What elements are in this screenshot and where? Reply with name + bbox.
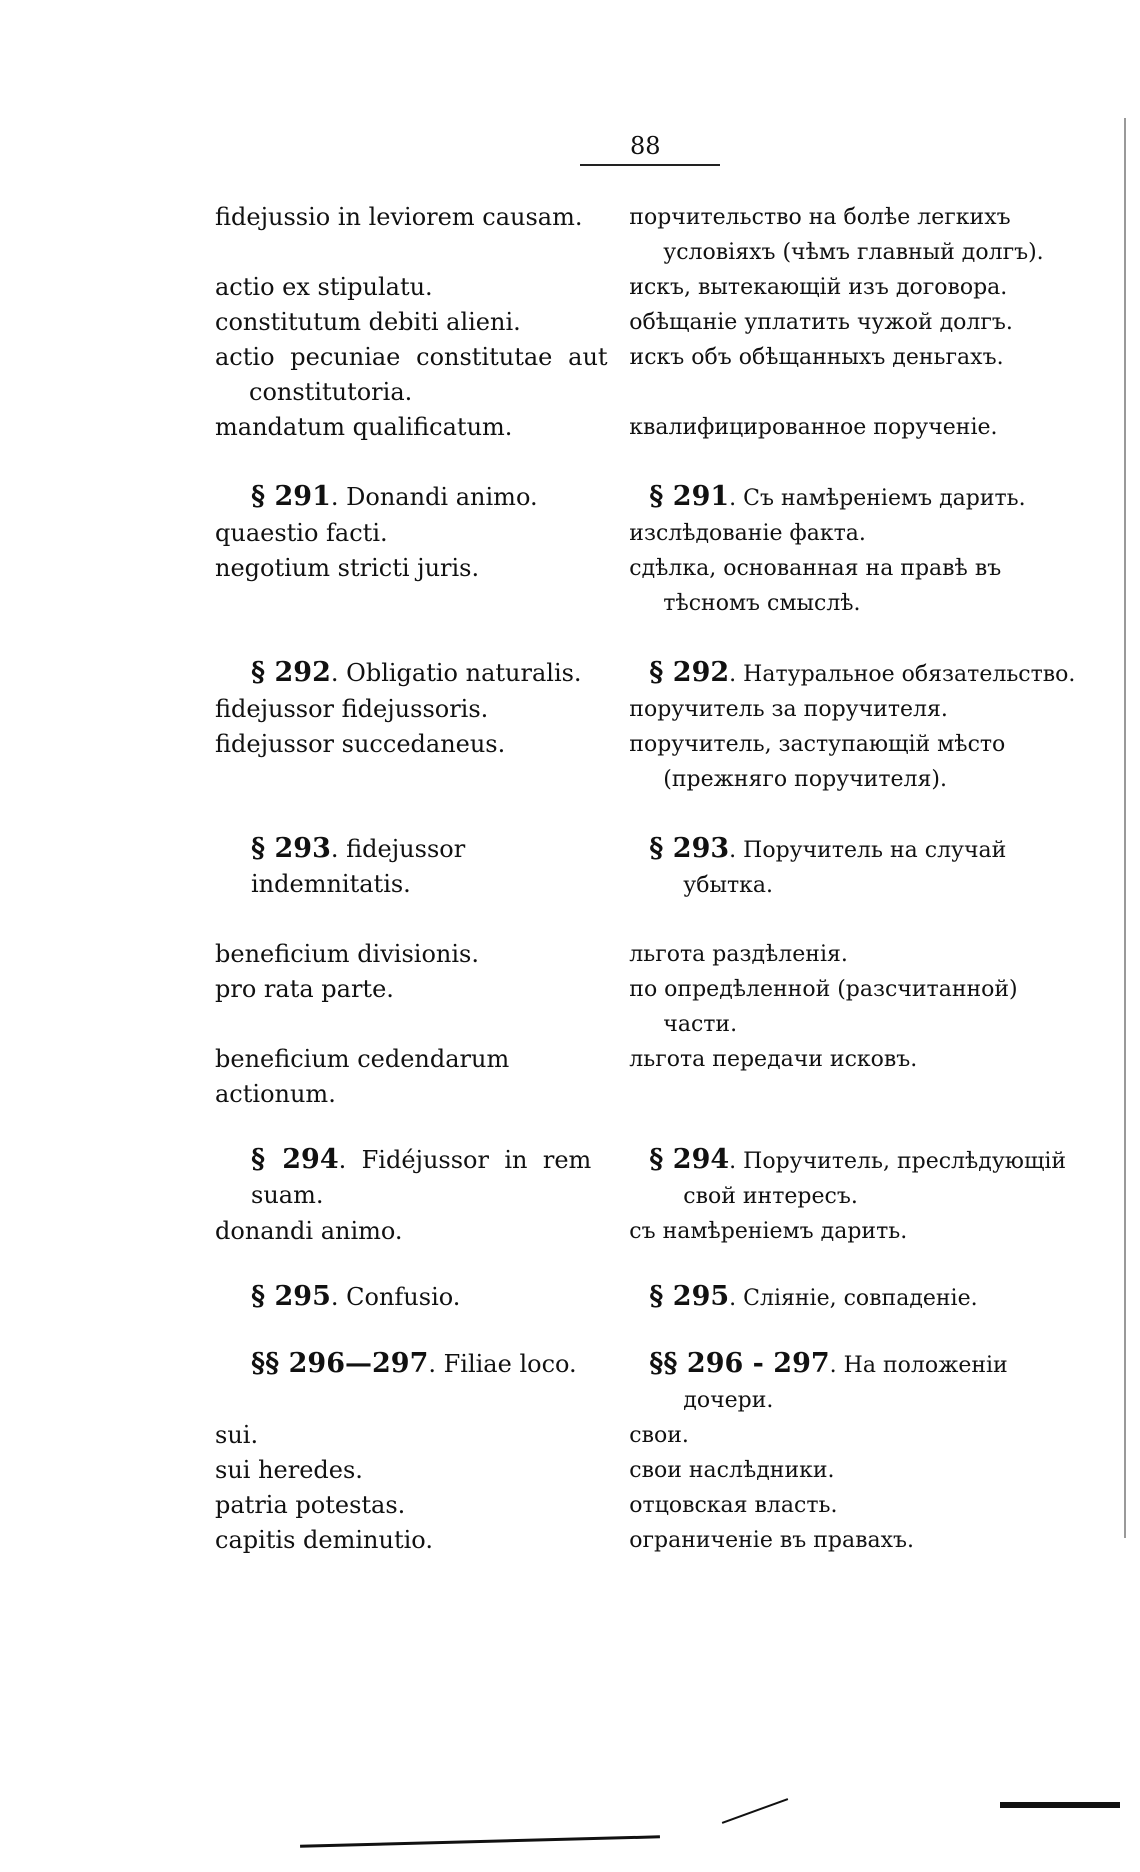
entry-row (215, 1042, 1095, 1112)
latin-term: negotium stricti juris. (215, 554, 480, 582)
latin-term: fidejussio in leviorem causam. (215, 203, 583, 231)
latin-term: sui heredes. (215, 1456, 363, 1484)
russian-translation: ограниченіе въ правахъ. (629, 1528, 914, 1553)
russian-translation: обѣщаніе уплатить чужой долгъ. (629, 310, 1013, 335)
russian-translation: поручитель, заступающій мѣсто (прежняго поручителя). (629, 732, 1006, 792)
russian-section-title: Поручитель на случай убытка. (683, 838, 1007, 898)
section-number: § 292 (649, 657, 730, 688)
russian-translation: отцовская власть. (629, 1493, 838, 1518)
latin-term: sui. (215, 1421, 259, 1449)
binding-edge-line (1124, 118, 1126, 1538)
entry-row (215, 1453, 1095, 1488)
russian-translation: съ намѣреніемъ дарить. (629, 1219, 908, 1244)
entry-row (215, 1214, 1095, 1249)
section-number: § 294 (649, 1144, 730, 1175)
latin-term: actio pecuniae constitutae aut constitutoria. (215, 343, 608, 406)
entry-row (215, 1418, 1095, 1453)
section-number: § 294 (251, 1144, 339, 1175)
russian-translation: свои наслѣдники. (629, 1458, 835, 1483)
latin-section-title: Confusio. (346, 1283, 461, 1311)
section-heading-293: § 293. fidejussor indemnitatis. § 293. Поручитель на случай убытка. (251, 833, 1007, 898)
section-number: § 295 (649, 1281, 730, 1312)
entry-row (215, 340, 1095, 410)
section-number: §§ 296—297 (251, 1348, 429, 1379)
latin-term: patria potestas. (215, 1491, 406, 1519)
russian-translation: искъ, вытекающій изъ договора. (629, 275, 1008, 300)
scan-artifact (1000, 1802, 1120, 1808)
russian-translation: порчительство на болѣе легкихъ условіяхъ (чѣмъ главный долгъ). (629, 205, 1044, 265)
section-number: §§ 296 - 297 (649, 1348, 830, 1379)
entry-row (215, 1488, 1095, 1523)
scan-artifact (300, 1835, 660, 1847)
latin-term: beneficium cedendarum actionum. (215, 1045, 510, 1108)
latin-term: actio ex stipulatu. (215, 273, 433, 301)
section-number: § 291 (251, 481, 331, 512)
russian-translation: квалифицированное порученіе. (629, 415, 998, 440)
russian-section-title: Сліяніе, совпаденіе. (743, 1286, 978, 1311)
page-number-rule (580, 164, 720, 166)
russian-translation: льгота раздѣленія. (629, 942, 848, 967)
russian-translation: изслѣдованіе факта. (629, 521, 866, 546)
entry-row (215, 1523, 1095, 1558)
russian-translation: сдѣлка, основанная на правѣ въ тѣсномъ смыслѣ. (629, 556, 1002, 616)
latin-term: beneficium divisionis. (215, 940, 479, 968)
latin-section-title: Fidéjussor in rem suam. (251, 1146, 592, 1209)
section-heading-292: § 292. Obligatio naturalis. § 292. Натуральное обязательство. (251, 657, 1076, 688)
section-number: § 295 (251, 1281, 331, 1312)
russian-translation: искъ объ обѣщанныхъ деньгахъ. (629, 345, 1004, 370)
latin-term: pro rata parte. (215, 975, 394, 1003)
entry-row (215, 727, 1095, 797)
entry-row (215, 305, 1095, 340)
entry-row (215, 516, 1095, 551)
section-number: § 292 (251, 657, 331, 688)
latin-section-title: Obligatio naturalis. (346, 659, 582, 687)
entry-row (215, 551, 1095, 621)
russian-translation: поручитель за поручителя. (629, 697, 948, 722)
russian-section-title: Поручитель, преслѣдующій свой интересъ. (683, 1149, 1067, 1209)
latin-section-title: Donandi animo. (346, 483, 538, 511)
page-number: 88 (630, 132, 661, 160)
section-heading-295: § 295. Confusio. § 295. Сліяніе, совпаденіе. (251, 1281, 978, 1312)
entry-row (215, 410, 1095, 445)
entry-row (215, 972, 1095, 1042)
russian-section-title: Натуральное обязательство. (743, 662, 1076, 687)
russian-section-title: Съ намѣреніемъ дарить. (743, 486, 1026, 511)
latin-term: fidejussor succedaneus. (215, 730, 506, 758)
section-heading-296-297: §§ 296—297. Filiae loco. §§ 296 - 297. На положеніи дочери. (251, 1348, 1008, 1413)
latin-term: capitis deminutio. (215, 1526, 433, 1554)
glossary (215, 200, 1095, 1558)
latin-section-title: fidejussor indemnitatis. (251, 835, 466, 898)
section-heading-294: § 294. Fidéjussor in rem suam. § 294. Поручитель, преслѣдующій свой интересъ. (251, 1144, 1067, 1209)
latin-term: constitutum debiti alieni. (215, 308, 521, 336)
scan-artifact (722, 1798, 788, 1824)
russian-translation: льгота передачи исковъ. (629, 1047, 918, 1072)
latin-term: quaestio facti. (215, 519, 388, 547)
section-number: § 293 (649, 833, 730, 864)
entry-row (215, 937, 1095, 972)
russian-translation: свои. (629, 1423, 689, 1448)
entry-row (215, 200, 1095, 270)
russian-translation: по опредѣленной (разсчитанной) части. (629, 977, 1018, 1037)
entry-row (215, 270, 1095, 305)
section-number: § 293 (251, 833, 331, 864)
section-heading-291: § 291. Donandi animo. § 291. Съ намѣреніемъ дарить. (251, 481, 1026, 512)
latin-term: mandatum qualificatum. (215, 413, 513, 441)
latin-section-title: Filiae loco. (443, 1350, 577, 1378)
latin-term: fidejussor fidejussoris. (215, 695, 489, 723)
russian-section-title: На положеніи дочери. (683, 1353, 1008, 1413)
entry-row (215, 692, 1095, 727)
section-number: § 291 (649, 481, 730, 512)
latin-term: donandi animo. (215, 1217, 403, 1245)
